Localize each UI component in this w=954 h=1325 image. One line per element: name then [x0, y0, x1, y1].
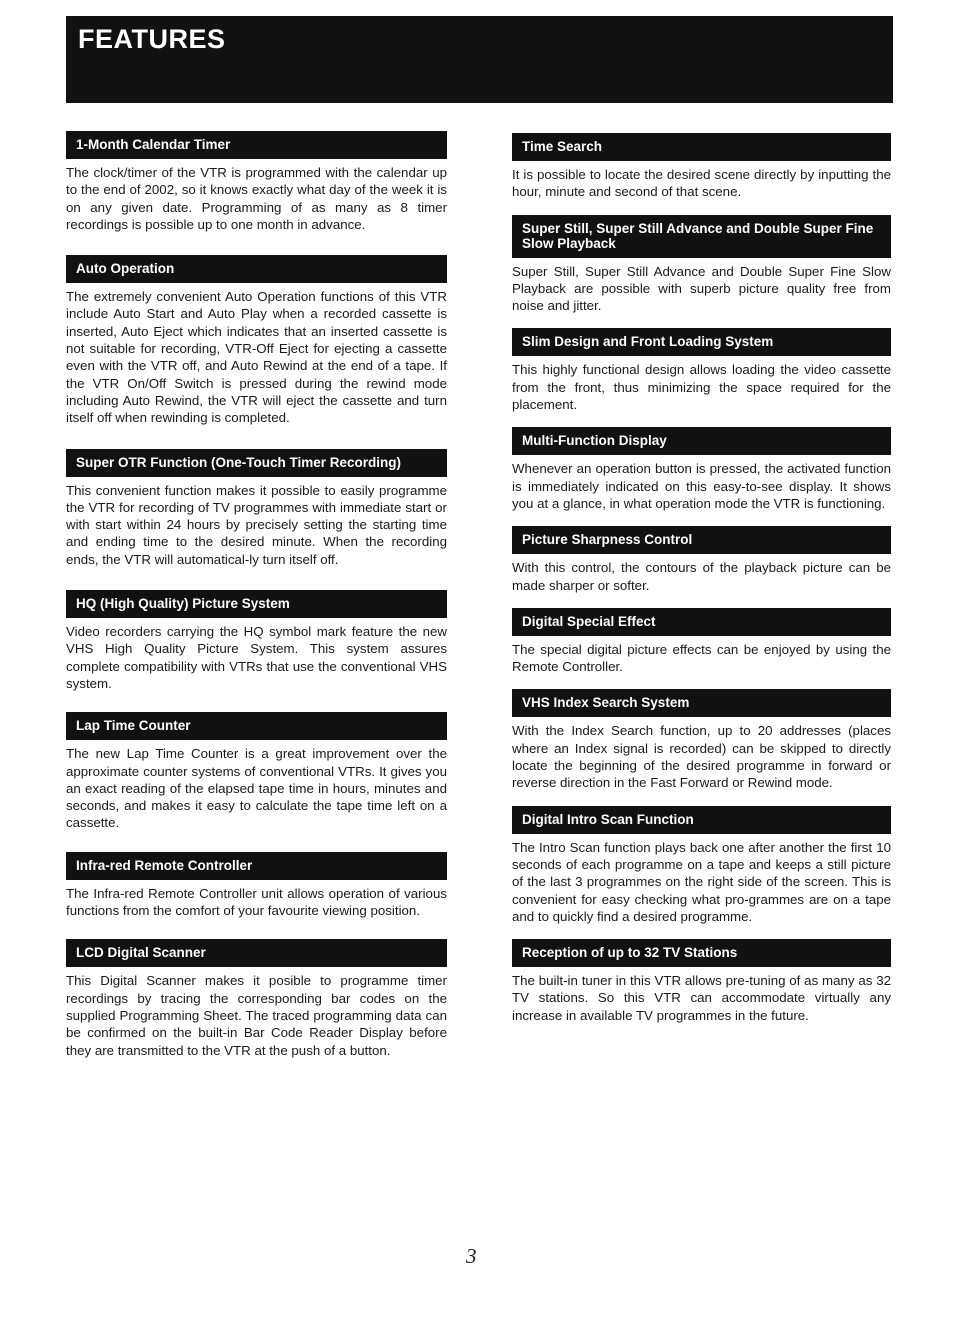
section-body: Super Still, Super Still Advance and Double Super Fine Slow Playback are possible with superb picture quality free from noise and jitter.	[512, 263, 891, 314]
feature-section-calendar-timer	[66, 131, 447, 233]
feature-section-digital-effect	[512, 608, 891, 676]
section-heading: Lap Time Counter	[66, 712, 447, 740]
section-heading: Multi-Function Display	[512, 427, 891, 455]
section-heading: HQ (High Quality) Picture System	[66, 590, 447, 618]
section-body: This Digital Scanner makes it posible to programme timer recordings by tracing the corresponding bar codes on the supplied Programming Sheet. The traced programming data can be confirmed on the built-in Bar Code Reader Display before they are transmitted to the VTR at the push of a button.	[66, 973, 447, 1058]
section-heading: 1-Month Calendar Timer	[66, 131, 447, 159]
section-body: The clock/timer of the VTR is programmed with the calendar up to the end of 2002, so it knows exactly what day of the week it is on any given date. Programming of as many as 8 timer recordings is possible up to one month in advance.	[66, 165, 447, 232]
feature-section-index-search	[512, 689, 891, 791]
feature-section-picture-sharpness	[512, 526, 891, 594]
feature-section-lcd-scanner	[66, 939, 447, 1058]
feature-section-super-still	[512, 215, 891, 315]
page-number: 3	[466, 1244, 477, 1268]
section-body: This highly functional design allows loading the video cassette from the front, thus minimizing the space required for the placement.	[512, 362, 891, 413]
page-title: FEATURES	[78, 24, 226, 54]
section-heading: Digital Intro Scan Function	[512, 806, 891, 834]
section-heading: Digital Special Effect	[512, 608, 891, 636]
section-body: The Infra-red Remote Controller unit allows operation of various functions from the comfort of your favourite viewing position.	[66, 885, 447, 919]
section-body: It is possible to locate the desired scene directly by inputting the hour, minute and second of that scene.	[512, 167, 891, 200]
feature-section-intro-scan	[512, 806, 891, 925]
section-heading: Super OTR Function (One-Touch Timer Recording)	[66, 449, 447, 477]
section-body: The built-in tuner in this VTR allows pre-tuning of as many as 32 TV stations. So this VTR can accommodate virtually any increase in available TV programmes in the future.	[512, 973, 891, 1023]
section-heading: Slim Design and Front Loading System	[512, 328, 891, 356]
section-body: This convenient function makes it possible to easily programme the VTR for recording of TV programmes with immediate start or with start within 24 hours by precisely setting the starting time and ending time to the desired minute. When the recording ends, the VTR will automatical-ly turn itself off.	[66, 482, 447, 567]
feature-section-lap-time-counter	[66, 712, 447, 831]
section-heading: LCD Digital Scanner	[66, 939, 447, 967]
section-heading: Time Search	[512, 133, 891, 161]
section-body: With the Index Search function, up to 20 addresses (places where an Index signal is recorded) can be skipped to directly locate the beginning of the desired programme in forward or reverse direction in the Fast Forward or Rewind mode.	[512, 723, 891, 791]
feature-section-time-search	[512, 133, 891, 201]
right-column	[512, 133, 891, 1024]
title-banner	[66, 16, 893, 103]
section-body: The new Lap Time Counter is a great improvement over the approximate counter systems of conventional VTRs. It gives you an exact reading of the elapsed tape time in hours, minutes and seconds, and makes it easy to calculate the tape time left on a cassette.	[66, 746, 447, 831]
feature-section-super-otr	[66, 449, 447, 568]
section-body: Video recorders carrying the HQ symbol mark feature the new VHS High Quality Picture System. This system assures complete compatibility with VTRs that use the conventional VHS system.	[66, 624, 447, 691]
section-body: The special digital picture effects can be enjoyed by using the Remote Controller.	[512, 641, 891, 675]
left-column	[66, 131, 447, 1059]
section-heading: Picture Sharpness Control	[512, 526, 891, 554]
section-heading: Auto Operation	[66, 255, 447, 283]
section-body: Whenever an operation button is pressed, the activated function is immediately indicated on this easy-to-see display. It shows you at a glance, in what operation mode the VTR is functioning.	[512, 461, 891, 511]
section-heading: Infra-red Remote Controller	[66, 852, 447, 880]
section-heading: Reception of up to 32 TV Stations	[512, 939, 891, 967]
section-body: With this control, the contours of the playback picture can be made sharper or softer.	[512, 560, 891, 593]
section-heading: Super Still, Super Still Advance and Double Super Fine Slow Playback	[512, 215, 891, 258]
feature-section-slim-design	[512, 328, 891, 413]
section-body: The extremely convenient Auto Operation functions of this VTR include Auto Start and Auto Play when a recorded cassette is inserted, Auto Eject which indicates that an inserted cassette is not suitable for recording, VTR-Off Eject for ejecting a cassette even with the VTR off, and Auto Rewind at the end of a tape. If the VTR On/Off Switch is pressed during the rewind mode including Auto Rewind, the VTR will eject the cassette and turn itself off when rewinding is completed.	[66, 289, 447, 426]
feature-section-tv-stations	[512, 939, 891, 1024]
feature-section-remote-controller	[66, 852, 447, 920]
feature-section-auto-operation	[66, 255, 447, 426]
feature-section-hq-picture	[66, 590, 447, 692]
section-heading: VHS Index Search System	[512, 689, 891, 717]
feature-section-multi-function-display	[512, 427, 891, 512]
section-body: The Intro Scan function plays back one after another the first 10 seconds of each programme on a tape and keeps a still picture of the last 3 programmes on the right side of the screen. This is convenient for easy checking what pro-grammes are on a tape and to quickly find a desired programme.	[512, 839, 891, 924]
